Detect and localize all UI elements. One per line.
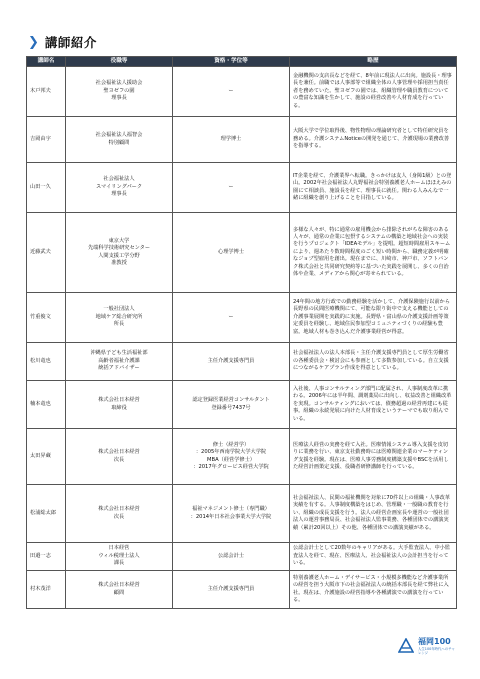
table-row: [27, 117, 457, 163]
qualification-line: 福祉マネジメント修士（専門職）: [192, 506, 270, 513]
instructor-role: [66, 293, 173, 343]
instructor-role: [66, 213, 173, 293]
instructor-role: [66, 543, 173, 571]
role-line: ウィル税理士法人: [98, 552, 140, 559]
instructor-name: 近藤武夫: [27, 213, 66, 293]
table-row: [27, 429, 457, 485]
logo-subtitle: 人生100年時代へのチャレンジ: [418, 647, 455, 655]
role-line: 所長: [113, 321, 125, 328]
qualification-line: 公認会計士: [218, 552, 244, 559]
table-row: [27, 67, 457, 117]
instructor-bio: 特別養護老人ホーム・デイサービス・小規模多機能など介護事業所の経営を担う大阪市下の社会福祉法人の統括本部長を経て弊社に入社。現在は、介護施設の経営指導や各種講演での講演を行っている。: [290, 571, 457, 609]
instructor-bio: 公認会計士として20数年のキャリアがある。大手監査法人、中小監査法人を経て、現在、医療法人、社会福祉法人の会計担当を行っている。: [290, 543, 457, 571]
role-line: 先端科学技術研究センター: [87, 245, 151, 252]
role-line: 次長: [113, 513, 125, 520]
instructor-qualification: [173, 293, 290, 343]
table-row: [27, 381, 457, 429]
role-line: 株式会社日本経営: [98, 506, 140, 513]
role-line: 理事長: [111, 95, 127, 102]
qualification-line: 主任介護支援専門員: [207, 357, 255, 364]
role-line: 課長: [113, 560, 125, 567]
instructor-qualification: [173, 543, 290, 571]
role-line: 社会福祉法人援助会: [95, 80, 143, 87]
instructor-bio: 多様な人々が、特に通常の雇用機会から排除されがちな障害のある人々が、通常の企業に包摂するシステムの構築と地域社会への実装を行うプロジェクト「IDEAモデル」を提唱。超短時間雇用スキームにより、週あたり数時間程度のごく短い時間から、職務定義が明確なジョブ型雇用を創出。現在までに、川崎市、神戸市、ソフトバンク株式会社と共同研究契約等に基づいた実践を展開し、多くの自治体や企業、メディアから関心が寄せられている。: [290, 213, 457, 293]
instructor-name: 松川竜也: [27, 343, 66, 381]
qualification-line: ー: [228, 313, 234, 320]
role-line: 株式会社日本経営: [98, 397, 140, 404]
role-line: 一般社団法人: [103, 306, 135, 313]
instructor-qualification: [173, 485, 290, 543]
qualification-line: 登録番号7437号: [211, 404, 251, 411]
table-row: [27, 343, 457, 381]
role-line: 人間支援工学分野: [98, 252, 140, 259]
qualification-line: 修士（経営学）: [212, 441, 250, 448]
qualification-line: ：2014年日本社会事業大学大学院: [190, 513, 272, 520]
qualification-line: ：2017年グロービス経営大学院: [193, 463, 269, 470]
role-line: 株式会社日本経営: [98, 582, 140, 589]
instructor-table: [26, 56, 457, 609]
instructor-role: [66, 381, 173, 429]
instructor-bio: 24年間の地方行政での勤務経験を活かして、介護保険施行以前から長野県の民間医療機関にて、可能な限り街中で支える機能としての介護事業展開を実践的に実施。長野県・富山県の介護支援計画等策定委員を経験し、地域住民参加型コミュニティづくりの経験も豊富。地域人材も巻き込んだ介護事業経営が得意。: [290, 293, 457, 343]
table-row: [27, 293, 457, 343]
qualification-line: 主任介護支援専門員: [207, 585, 255, 592]
instructor-name: 木戸邦夫: [27, 67, 66, 117]
section-header: [28, 34, 97, 50]
instructor-name: 楠本竜也: [27, 381, 66, 429]
role-line: 取締役: [111, 404, 127, 411]
table-row: [27, 485, 457, 543]
instructor-role: [66, 67, 173, 117]
qualification-line: 理学博士: [220, 135, 242, 142]
role-line: 特別顧問: [108, 139, 130, 146]
instructor-name: 吉岡由宇: [27, 117, 66, 163]
role-line: 社会福祉法人: [103, 176, 135, 183]
instructor-bio: 入社後、人事コンサルティング部門に配属され、人事制度改革に携わる。2006年には半年間、調剤薬局に出向し、収益改善と組織改革を実現。コンサルティングにおいては、債務超過の経営再建にも従事。組織の永続発展に向けた人材育成というテーマでも取り組んでいる。: [290, 381, 457, 429]
instructor-qualification: [173, 381, 290, 429]
qualification-line: 心理学博士: [218, 248, 244, 255]
qualification-line: ー: [228, 87, 234, 94]
role-line: スマイリングパーク: [95, 183, 143, 190]
instructor-qualification: [173, 343, 290, 381]
instructor-bio: 社会福祉法人の法人本部長・主任介護支援専門員として厚生労働省の各種委員会・検討会にも参画として多数参加している。自立支援につながるケアプラン作成を得意としている。: [290, 343, 457, 381]
role-line: 地域ケア総合研究所: [95, 313, 143, 320]
table-row: [27, 571, 457, 609]
role-line: 次長: [113, 456, 125, 463]
column-header-name: 講師名: [27, 57, 66, 67]
instructor-bio: 大阪大学で学位取得後、物性物理の理論研究者として特任研究員を務める。介護システムNoticeの開発を通じて、介護現場の業務改善を指導する。: [290, 117, 457, 163]
instructor-qualification: [173, 67, 290, 117]
qualification-line: ー: [228, 183, 234, 190]
chevron-right-icon: ❯: [28, 34, 39, 50]
instructor-role: [66, 571, 173, 609]
role-line: 高齢者福祉介護課: [98, 357, 140, 364]
role-line: 沖縄県子ども生活福祉部: [90, 350, 148, 357]
role-line: 准教授: [111, 259, 127, 266]
instructor-name: 松浦総太郎: [27, 485, 66, 543]
qualification-line: MBA（経営学修士）: [207, 456, 255, 463]
column-header-role: 役職等: [66, 57, 173, 67]
table-row: [27, 543, 457, 571]
instructor-bio: IT企業を経て、介護業界へ転職。きっかけは友人（身障1級）との登山。2002年社会福祉法人丸野福祉会特別養護老人ホームほほえみの園にて相談員、施設長を経て、理事長に就任。関わる人みんなで一緒に組織を創り上げることを目指している。: [290, 163, 457, 213]
role-line: 社会福祉法人福智会: [95, 132, 143, 139]
role-line: 株式会社日本経営: [98, 449, 140, 456]
instructor-qualification: [173, 213, 290, 293]
fukuoka100-logo: [394, 634, 460, 662]
instructor-qualification: [173, 117, 290, 163]
qualification-line: ：2005年西南学院大学大学院: [195, 449, 267, 456]
column-header-bio: 略歴: [290, 57, 457, 67]
role-line: 理事長: [111, 191, 127, 198]
role-line: 日本経営: [108, 545, 130, 552]
column-header-qualification: 資格・学位等: [173, 57, 290, 67]
instructor-role: [66, 485, 173, 543]
role-line: 顧問: [113, 589, 125, 596]
instructor-role: [66, 343, 173, 381]
instructor-name: 太田昇蔵: [27, 429, 66, 485]
instructor-bio: 金融機関の支店長などを経て、8年前に現法人に出向。施設長・理事長を兼任。前職では人事部等で組織全体の人事管理や採用担当責任者を務めていた。聖ヨゼフの園では、組織管理や職員教育についての豊富な知識を生かして、施設の経営改善や人材育成を行っている。: [290, 67, 457, 117]
instructor-name: 竹重俊文: [27, 293, 66, 343]
instructor-bio: 医療法人経営の実務を経て入社。医療情報システム導入支援を皮切りに業務を行い、東京支社勤務時には医療関連企業のマーケティング支援を経験。現在は、医療人事労務制度構築支援やBSCを活用した経営計画策定支援、役職者研修講師を行っている。: [290, 429, 457, 485]
instructor-name: 山田一久: [27, 163, 66, 213]
instructor-role: [66, 429, 173, 485]
instructor-name: 村木茂洋: [27, 571, 66, 609]
logo-text: 福岡100: [418, 637, 451, 646]
section-title: 講師紹介: [44, 35, 97, 50]
table-row: [27, 213, 457, 293]
table-row: [27, 163, 457, 213]
role-line: 統括アドバイザー: [98, 365, 140, 372]
instructor-name: 田邉一志: [27, 543, 66, 571]
instructor-qualification: [173, 571, 290, 609]
instructor-qualification: [173, 429, 290, 485]
table-header-row: [27, 57, 457, 67]
role-line: 聖ヨゼフの園: [103, 87, 135, 94]
instructor-role: [66, 163, 173, 213]
instructor-role: [66, 117, 173, 163]
role-line: 東京大学: [108, 237, 130, 244]
fukuoka-emblem-icon: [398, 638, 414, 654]
instructor-qualification: [173, 163, 290, 213]
qualification-line: 認定登録医業経営コンサルタント: [192, 397, 270, 404]
instructor-bio: 社会福祉法人、民間の福祉機関を対象に70件以上の組織・人事改革実績を有する。人事制度構築をはじめ、管理職・一般職の教育を行い、組織の成長支援を行う。法人の経営企画室長や運営の一般社団法人の運営事務局長、社会福祉法人監事業務、各種団体での講演実績（累計20回以上）その他、各種団体での講演実績がある。: [290, 485, 457, 543]
